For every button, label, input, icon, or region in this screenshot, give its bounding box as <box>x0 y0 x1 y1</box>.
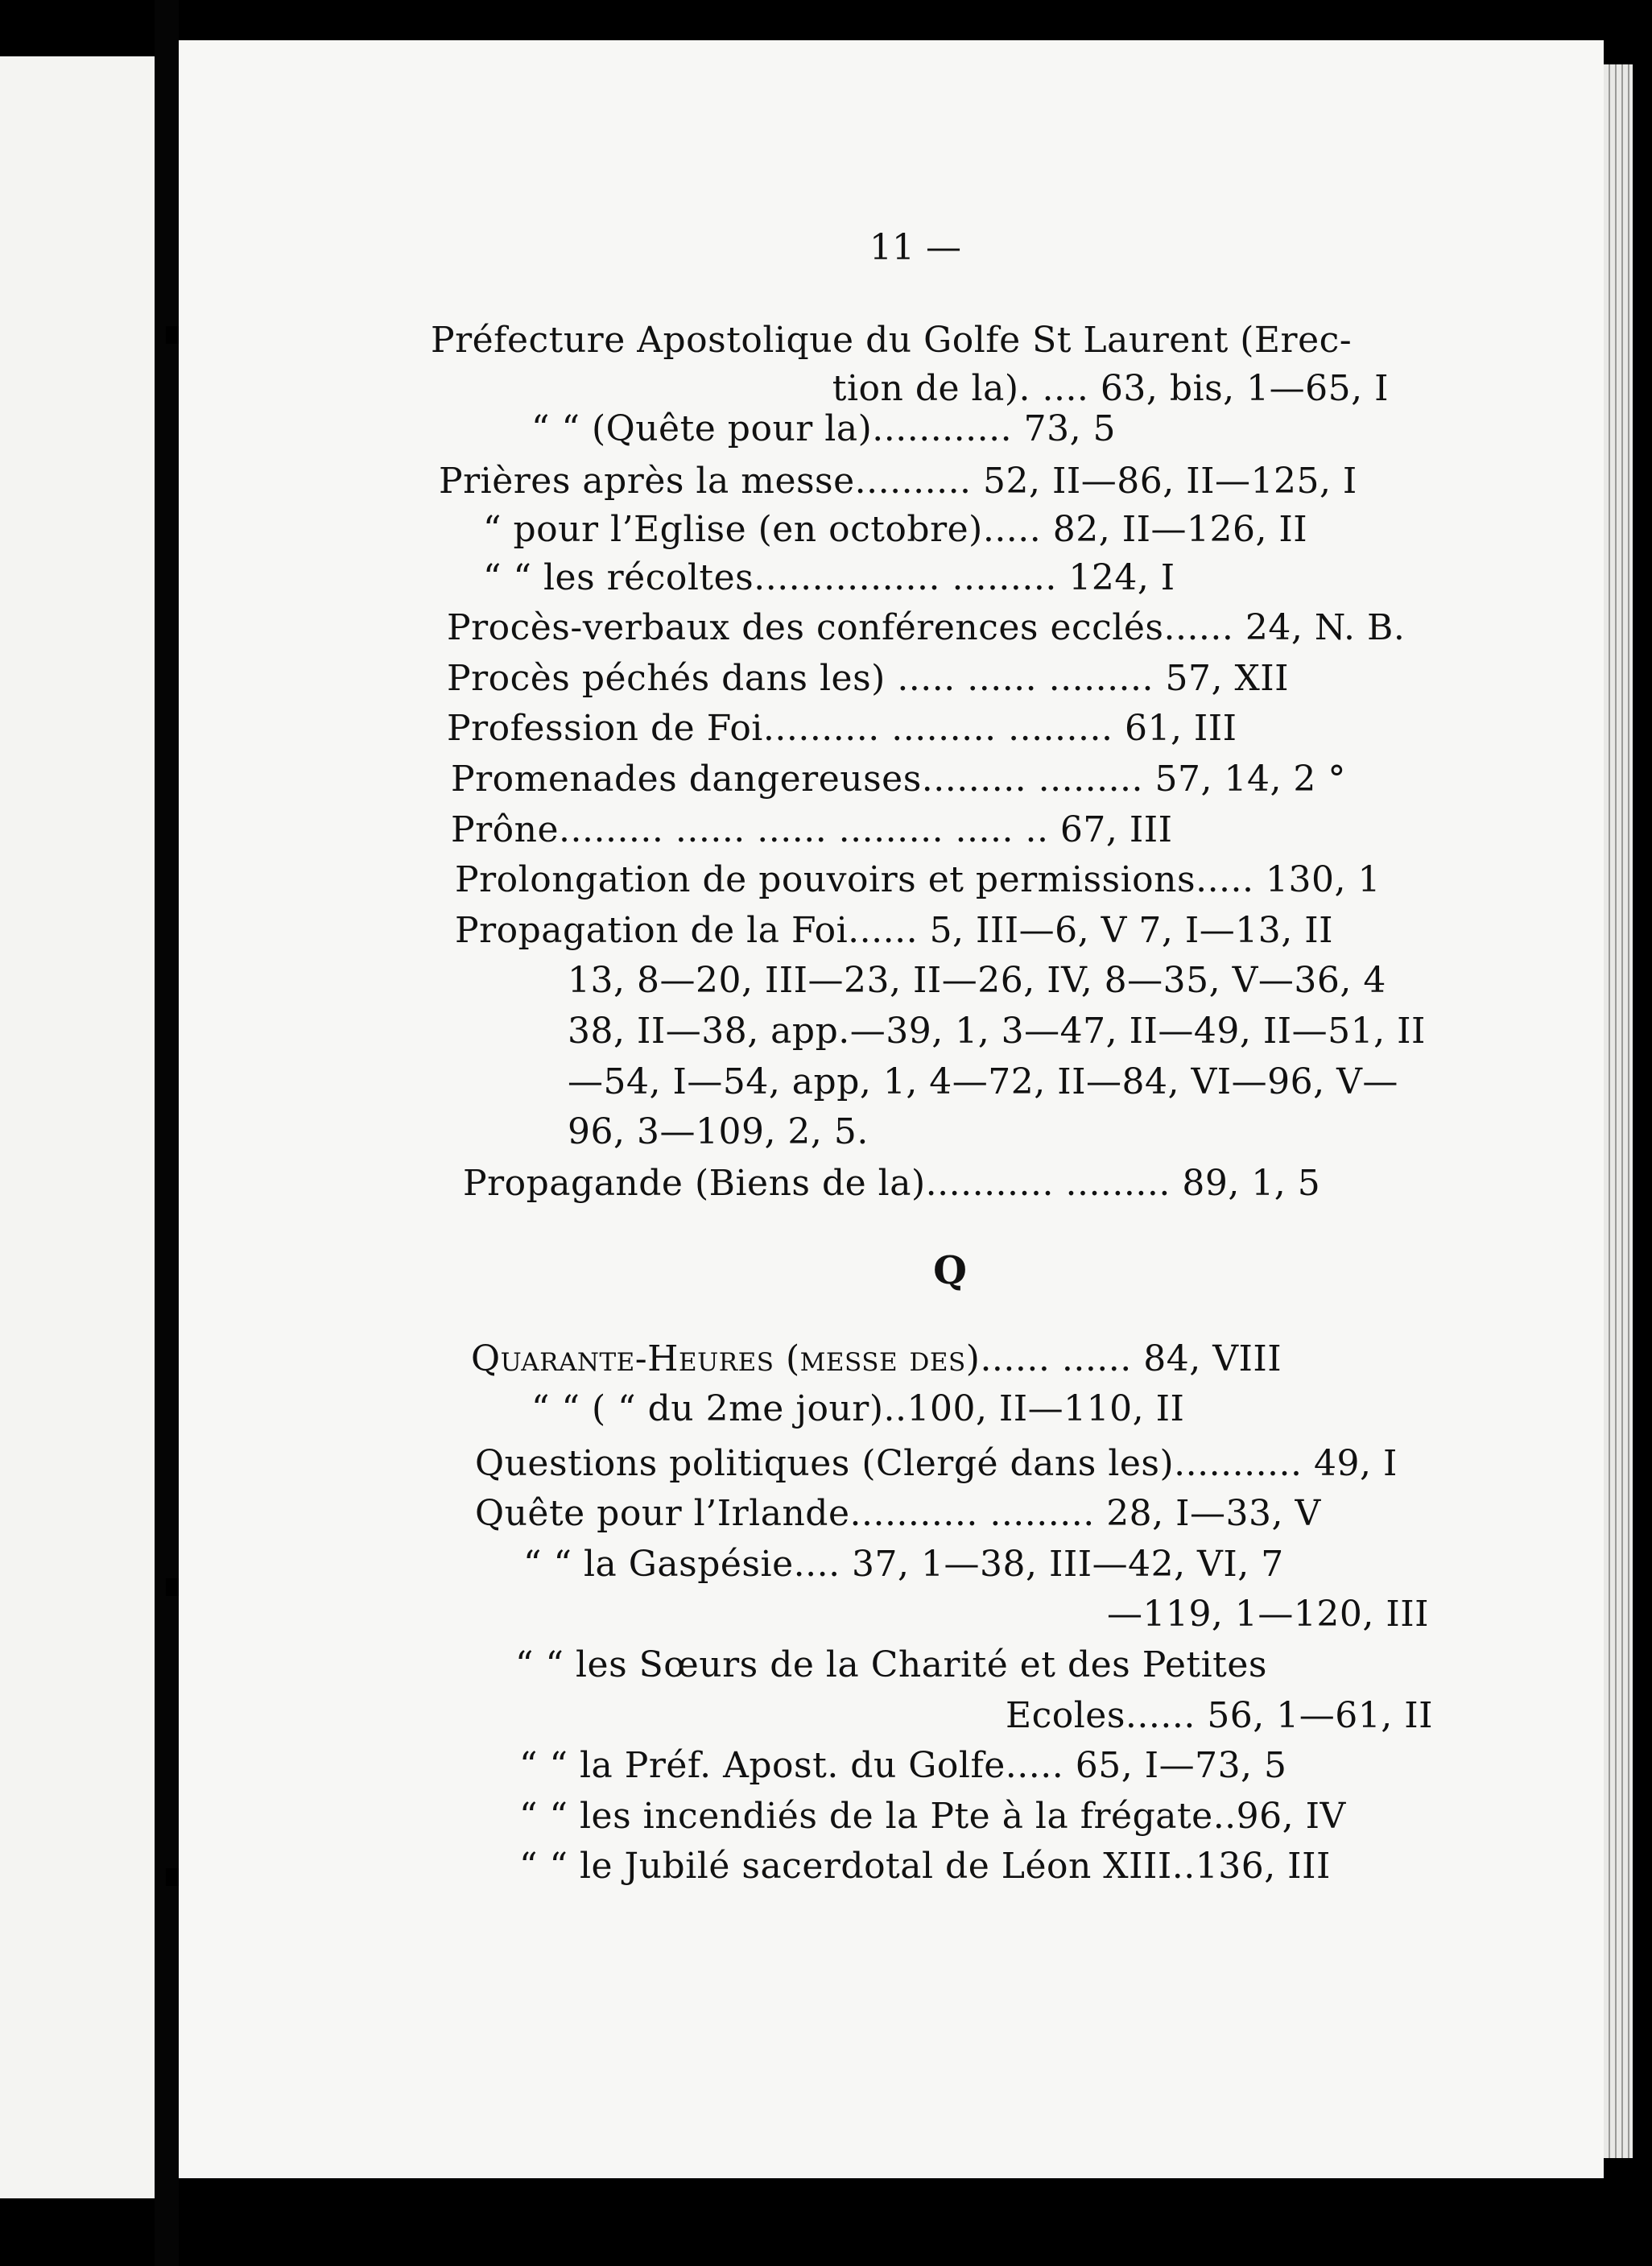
index-entry-sub: “ “ ( “ du 2me jour)..100, II—110, II <box>531 1388 1185 1429</box>
index-entry: Prône......... ...... ...... ......... ..... .. 67, III <box>451 809 1173 850</box>
index-entry: Prolongation de pouvoirs et permissions..... 130, 1 <box>455 859 1381 900</box>
index-entry: Profession de Foi.......... ......... ......... 61, III <box>447 708 1237 749</box>
index-entry-sub: “ “ le Jubilé sacerdotal de Léon XIII..136, III <box>519 1846 1331 1887</box>
index-entry-continuation: —119, 1—120, III <box>1106 1594 1429 1635</box>
index-entry: Quarante-Heures (messe des)...... ...... 84, VIII <box>471 1338 1282 1379</box>
index-entry-continuation: Ecoles...... 56, 1—61, II <box>1005 1695 1433 1736</box>
index-entry-sub: “ pour l’Eglise (en octobre)..... 82, II—126, II <box>483 509 1308 550</box>
index-entry-sub: “ “ les incendiés de la Pte à la frégate..96, IV <box>519 1796 1346 1837</box>
index-entry-continuation: 96, 3—109, 2, 5. <box>568 1111 869 1152</box>
left-facing-page <box>0 56 155 2198</box>
index-entry-continuation: 13, 8—20, III—23, II—26, IV, 8—35, V—36, 4 <box>568 960 1386 1001</box>
index-entry-sub: “ “ la Gaspésie.... 37, 1—38, III—42, VI, 7 <box>523 1544 1284 1585</box>
index-entry: Procès-verbaux des conférences ecclés...... 24, N. B. <box>447 607 1406 648</box>
index-entry-continuation: 38, II—38, app.—39, 1, 3—47, II—49, II—51, II <box>568 1011 1426 1052</box>
index-entry-sub: “ “ les Sœurs de la Charité et des Petites <box>515 1644 1267 1685</box>
page-stack-edge <box>1604 64 1633 2158</box>
page-number: 11 — <box>869 227 961 268</box>
section-letter: Q <box>933 1248 967 1293</box>
index-entry: Quête pour l’Irlande........... ......... 28, I—33, V <box>475 1493 1321 1534</box>
index-entry: Propagation de la Foi...... 5, III—6, V 7, I—13, II <box>455 910 1333 951</box>
index-entry-sub: “ “ les récoltes................ ......... 124, I <box>483 557 1175 598</box>
index-entry-continuation: —54, I—54, app, 1, 4—72, II—84, VI—96, V— <box>568 1061 1398 1102</box>
index-entry-sub: “ “ (Quête pour la)............ 73, 5 <box>531 408 1117 449</box>
index-entry: Prières après la messe.......... 52, II—86, II—125, I <box>439 461 1357 502</box>
index-entry: Préfecture Apostolique du Golfe St Laurent (Erec- <box>431 320 1353 361</box>
index-entry-continuation: tion de la). .... 63, bis, 1—65, I <box>832 368 1389 409</box>
index-entry: Questions politiques (Clergé dans les)........... 49, I <box>475 1443 1398 1484</box>
index-entry-sub: “ “ la Préf. Apost. du Golfe..... 65, I—73, 5 <box>519 1745 1287 1786</box>
index-entry: Procès péchés dans les) ..... ...... ......... 57, XII <box>447 658 1290 699</box>
index-entry: Propagande (Biens de la)........... ......... 89, 1, 5 <box>463 1163 1321 1204</box>
index-entry: Promenades dangereuses......... ......... 57, 14, 2 ° <box>451 759 1346 800</box>
